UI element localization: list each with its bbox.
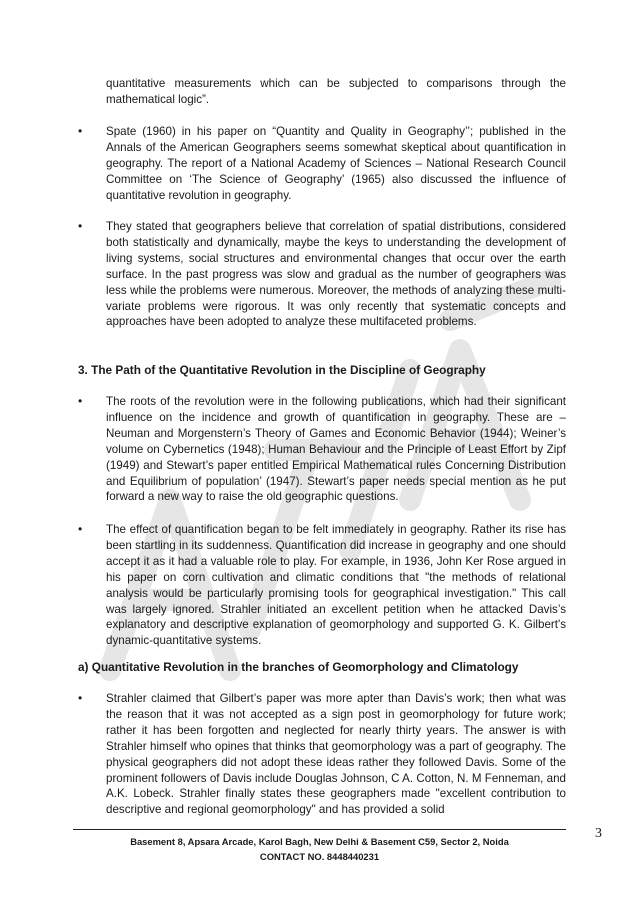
footer-address: Basement 8, Apsara Arcade, Karol Bagh, New Delhi & Basement C59, Sector 2, Noida — [130, 836, 509, 847]
subsection-heading-a: a) Quantitative Revolution in the branches of Geomorphology and Climatology — [78, 660, 519, 674]
bullet-marker: • — [78, 691, 83, 705]
bullet-marker: • — [78, 522, 83, 536]
paragraph-effect: The effect of quantification began to be felt immediately in geography. Rather its rise has been startling in its suddenness. Quantification did increase in geography and one should accept it as it had a valuable role to play. For example, in 1936, John Ker Rose argued in his paper on corn cultivation and climatic conditions that "the methods of relational analysis would be particularly promising tools for geographical investigation." This call was largely ignored. Strahler initiated an excellent petition when he attacked Davis’s explanatory and descriptive explanation of geomorphology and supported G. K. Gilbert's dynamic-quantitative systems. — [106, 523, 566, 648]
paragraph-strahler: Strahler claimed that Gilbert’s paper was more apter than Davis’s work; then what was the reason that it was not accepted as a sign post in geomorphology for future work; rather it has been forgotten and neglected for nearly thirty years. The answer is with Strahler himself who opines that thinks that geomorphology was a part of geography. The physical geographers did not adopt these ideas rather they followed Davis. Some of the prominent followers of Davis include Douglas Johnson, C A. Cotton, N. M Fenneman, and A.K. Lobeck. Strahler finally states these geographers made "excellent contribution to descriptive and regional geomorphology" and has provided a solid — [106, 692, 566, 817]
footer-contact: CONTACT NO. 8448440231 — [259, 851, 380, 862]
bullet-marker: • — [78, 219, 83, 233]
bullet-marker: • — [78, 394, 83, 408]
paragraph-continuation: quantitative measurements which can be subjected to comparisons through the mathematical logic”. — [106, 77, 566, 106]
footer-divider — [73, 829, 566, 830]
section-heading-3: 3. The Path of the Quantitative Revolution in the Discipline of Geography — [78, 363, 486, 377]
paragraph-spate: Spate (1960) in his paper on “Quantity and Quality in Geography’’; published in the Annals of the American Geographers seems somewhat skeptical about quantification in geography. The report of a National Academy of Sciences – National Research Council Committee on ‘The Science of Geography’ (1965) also discussed the influence of quantitative revolution in geography. — [106, 125, 566, 202]
paragraph-roots: The roots of the revolution were in the following publications, which had their significant influence on the incidence and growth of quantification in geography. These are – Neuman and Morgenstern’s Theory of Games and Economic Behavior (1944); Weiner’s volume on Cybernetics (1948); Human Behaviour and the Principle of Least Effort by Zipf (1949) and Stewart’s paper entitled Empirical Mathematical rules Concerning Distribution and Equilibrium of population’ (1947). Stewart’s paper needs special mention as he put forward a new way to raise the old geographic questions. — [106, 395, 566, 504]
paragraph-correlation: They stated that geographers believe that correlation of spatial distributions, considered both statistically and dynamically, maybe the keys to understanding the development of living systems, social structures and environmental changes that occur over the earth surface. In the past progress was slow and gradual as the number of geographers was less while the problems were numerous. Moreover, the methods of analyzing these multi-variate problems were rigorous. It was only recently that systematic concepts and approaches have been adopted to analyze these multifaceted problems. — [106, 220, 566, 329]
page-number: 3 — [595, 826, 602, 841]
bullet-marker: • — [78, 124, 83, 138]
